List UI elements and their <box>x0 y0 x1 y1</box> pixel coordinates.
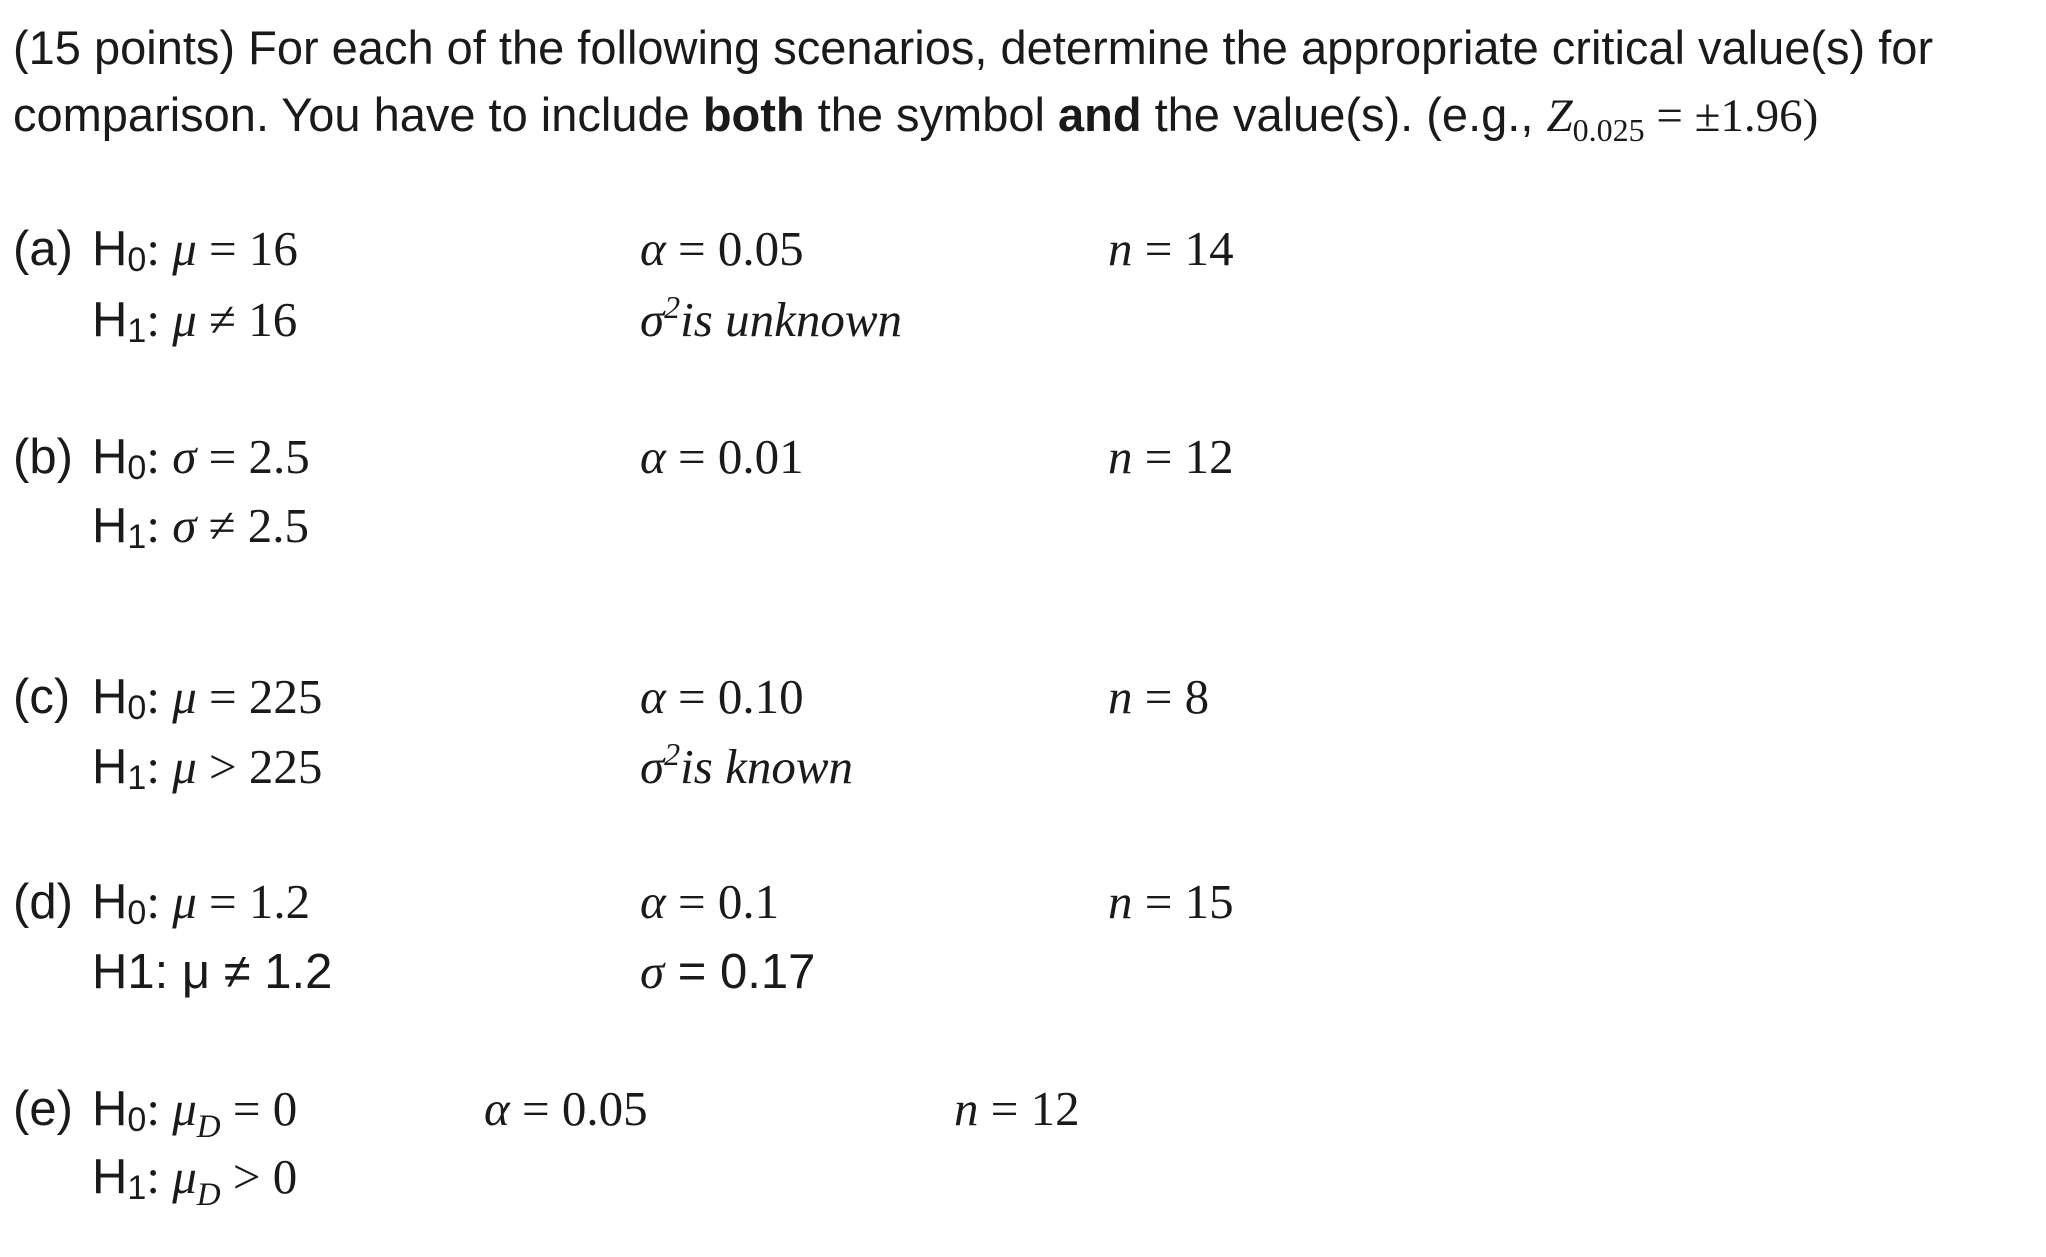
hypothesis-expression: : μ = 1.2 <box>146 874 311 929</box>
alternative-hypothesis <box>92 291 297 354</box>
mu-symbol: : μ <box>146 1081 197 1136</box>
scenario-label: (b) <box>13 430 73 484</box>
h-subscript: 0 <box>127 689 147 727</box>
sample-size: n = 14 <box>1108 221 1234 276</box>
h-letter: H <box>92 293 128 347</box>
scenario-label: (a) <box>13 222 73 276</box>
hypothesis-expression: : σ ≠ 2.5 <box>146 498 310 553</box>
mu-subscript: D <box>196 1177 221 1213</box>
alpha-value: α = 0.05 <box>484 1081 648 1136</box>
example-z-symbol: Z <box>1546 90 1573 142</box>
h-subscript: 1 <box>127 759 147 797</box>
intro-text-1: (15 points) For each of the following scenarios, determine the appropriate critical value(s) for comparison. You have to include <box>13 21 1934 141</box>
intro-text-2: the symbol <box>804 88 1058 141</box>
h-subscript: 1 <box>127 312 147 350</box>
variance-condition <box>640 738 853 801</box>
null-hypothesis <box>92 873 310 936</box>
alpha-value: α = 0.10 <box>640 669 804 724</box>
h-letter: H <box>92 875 128 929</box>
null-hypothesis <box>92 1080 297 1144</box>
h-letter: H <box>92 430 128 484</box>
hypothesis-expression: = 0 <box>220 1081 298 1136</box>
alternative-hypothesis <box>92 1148 297 1212</box>
hypothesis-expression: : μ = 225 <box>146 669 323 724</box>
h-letter: H <box>92 740 128 794</box>
alpha-value: α = 0.01 <box>640 429 804 484</box>
question-intro <box>13 14 2023 154</box>
null-hypothesis <box>92 428 310 491</box>
alpha-value: α = 0.1 <box>640 874 780 929</box>
sigma-symbol: σ <box>640 292 665 347</box>
h-subscript: 0 <box>127 894 147 932</box>
h-letter: H <box>92 222 128 276</box>
alternative-hypothesis: H1: μ ≠ 1.2 <box>92 945 333 999</box>
hypothesis-expression: : μ = 16 <box>146 221 298 276</box>
sample-size: n = 8 <box>1108 669 1210 724</box>
scenario-label: (e) <box>13 1082 73 1136</box>
sample-size: n = 12 <box>1108 429 1234 484</box>
alternative-hypothesis <box>92 497 309 560</box>
sigma-number: = 0.17 <box>664 945 816 999</box>
sigma-symbol: σ <box>640 739 665 794</box>
h-letter: H <box>92 670 128 724</box>
hypothesis-expression: > 0 <box>220 1149 298 1204</box>
h-letter: H <box>92 1150 128 1204</box>
h-subscript: 0 <box>127 1101 147 1139</box>
sample-size: n = 15 <box>1108 874 1234 929</box>
sigma-exponent: 2 <box>664 289 681 325</box>
mu-symbol: : μ <box>146 1149 197 1204</box>
sigma-exponent: 2 <box>664 736 681 772</box>
sigma-value <box>640 943 815 1001</box>
intro-bold-both: both <box>702 88 805 141</box>
h-subscript: 1 <box>127 1169 147 1207</box>
alternative-hypothesis <box>92 738 322 801</box>
h-subscript: 0 <box>127 241 147 279</box>
example-z-subscript: 0.025 <box>1572 112 1645 148</box>
intro-bold-and: and <box>1057 88 1142 141</box>
intro-text-3: the value(s). (e.g., <box>1141 88 1547 141</box>
condition-text: is unknown <box>680 292 903 347</box>
sigma-symbol: σ <box>640 944 665 999</box>
h-subscript: 0 <box>127 449 147 487</box>
scenario-label: (c) <box>13 670 71 724</box>
hypothesis-expression: : μ ≠ 16 <box>146 292 298 347</box>
condition-text: is known <box>680 739 854 794</box>
variance-condition <box>640 291 902 354</box>
null-hypothesis <box>92 668 322 731</box>
hypothesis-expression: : μ > 225 <box>146 739 323 794</box>
h-letter: H <box>92 499 128 553</box>
scenario-label: (d) <box>13 875 73 929</box>
h-subscript: 1 <box>127 518 147 556</box>
sample-size: n = 12 <box>954 1081 1080 1136</box>
h-letter: H <box>92 1082 128 1136</box>
hypothesis-expression: : σ = 2.5 <box>146 429 310 484</box>
alpha-value: α = 0.05 <box>640 221 804 276</box>
example-z-value: = ±1.96) <box>1644 90 1819 142</box>
null-hypothesis <box>92 220 298 283</box>
mu-subscript: D <box>196 1109 221 1145</box>
